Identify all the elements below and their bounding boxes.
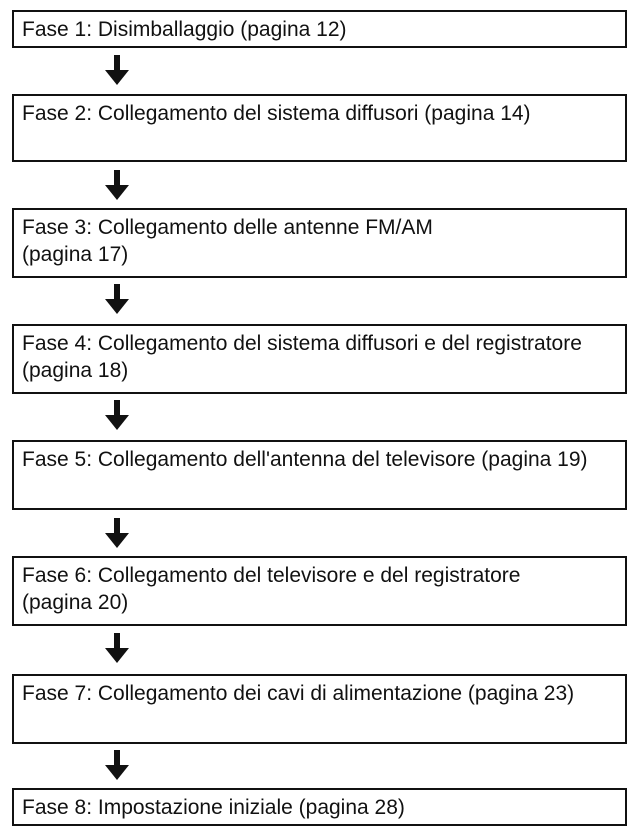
step-3-label: Fase 3: Collegamento delle antenne FM/AM (pagina 17) <box>22 216 433 266</box>
arrow-down-icon <box>104 750 130 780</box>
step-1-label: Fase 1: Disimballaggio (pagina 12) <box>22 18 347 41</box>
arrow-down-icon <box>104 284 130 314</box>
step-7-label: Fase 7: Collegamento dei cavi di alimentazione (pagina 23) <box>22 682 575 705</box>
arrow-down-icon <box>104 170 130 200</box>
step-2-box <box>12 94 627 162</box>
step-8-box <box>12 788 627 826</box>
arrow-down-icon <box>104 55 130 85</box>
step-5-box <box>12 440 627 510</box>
arrow-down-icon <box>104 400 130 430</box>
arrow-down-icon <box>104 633 130 663</box>
arrow-down-icon <box>104 518 130 548</box>
step-7-box <box>12 674 627 744</box>
step-4-label: Fase 4: Collegamento del sistema diffusori e del registratore (pagina 18) <box>22 332 582 382</box>
step-6-label: Fase 6: Collegamento del televisore e del registratore (pagina 20) <box>22 564 521 614</box>
step-6-box <box>12 556 627 626</box>
step-3-box <box>12 208 627 278</box>
step-2-label: Fase 2: Collegamento del sistema diffusori (pagina 14) <box>22 102 531 125</box>
step-8-label: Fase 8: Impostazione iniziale (pagina 28) <box>22 796 405 819</box>
step-5-label: Fase 5: Collegamento dell'antenna del televisore (pagina 19) <box>22 448 588 471</box>
step-4-box <box>12 324 627 394</box>
step-1-box <box>12 10 627 48</box>
